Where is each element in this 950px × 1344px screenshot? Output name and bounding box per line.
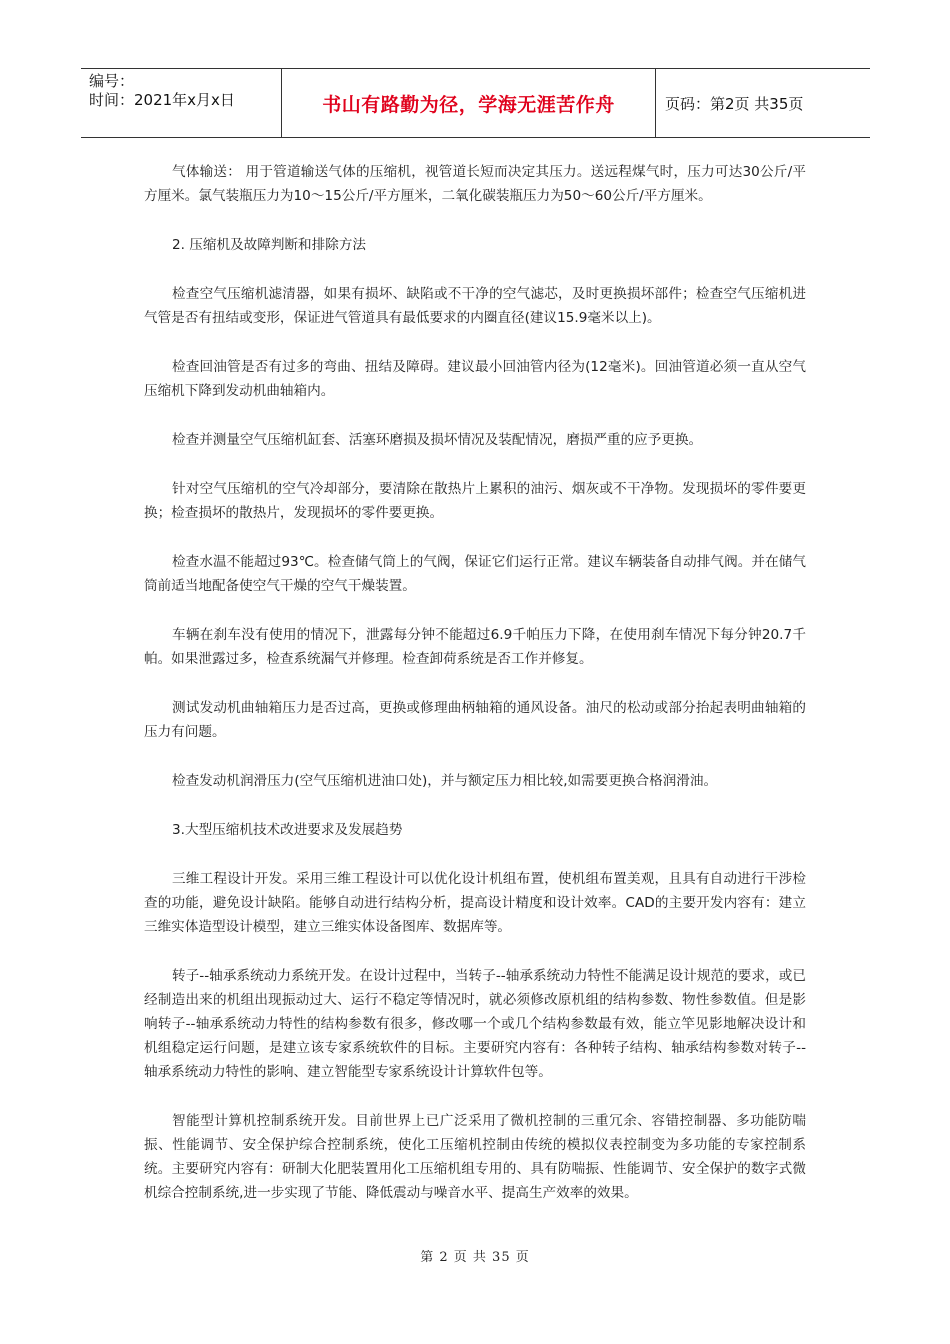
paragraph: 三维工程设计开发。采用三维工程设计可以优化设计机组布置，使机组布置美观，且具有自动进行干涉检查的功能，避免设计缺陷。能够自动进行结构分析，提高设计精度和设计效率。CAD的主要开发内容有：建立三维实体造型设计模型，建立三维实体设备图库、数据库等。 [144,871,806,935]
section-heading-2: 2. 压缩机及故障判断和排除方法 [172,237,367,253]
paragraph: 检查发动机润滑压力(空气压缩机进油口处)，并与额定压力相比较,如需要更换合格润滑油。 [172,773,718,789]
section-heading-3: 3.大型压缩机技术改进要求及发展趋势 [172,822,403,838]
paragraph: 检查空气压缩机滤清器，如果有损坏、缺陷或不干净的空气滤芯，及时更换损坏部件；检查空气压缩机进气管是否有扭结或变形，保证进气管道具有最低要求的内圈直径(建议15.9毫米以上)。 [144,286,806,326]
header-meta [81,69,282,137]
header-table [81,68,870,138]
page-footer: 第 2 页 共 35 页 [420,1250,530,1265]
paragraph: 车辆在刹车没有使用的情况下，泄露每分钟不能超过6.9千帕压力下降，在使用刹车情况下每分钟20.7千帕。如果泄露过多，检查系统漏气并修理。检查卸荷系统是否工作并修复。 [144,627,806,667]
document-number-label: 编号： [89,72,135,90]
paragraph: 针对空气压缩机的空气冷却部分，要清除在散热片上累积的油污、烟灰或不干净物。发现损坏的零件要更换；检查损坏的散热片，发现损坏的零件要更换。 [144,481,806,521]
paragraph: 测试发动机曲轴箱压力是否过高，更换或修理曲柄轴箱的通风设备。油尺的松动或部分抬起表明曲轴箱的压力有问题。 [144,700,806,740]
paragraph: 智能型计算机控制系统开发。目前世界上已广泛采用了微机控制的三重冗余、容错控制器、多功能防喘振、性能调节、安全保护综合控制系统，使化工压缩机控制由传统的模拟仪表控制变为多功能的专家控制系统。主要研究内容有：研制大化肥装置用化工压缩机组专用的、具有防喘振、性能调节、安全保护的数字式微机综合控制系统,进一步实现了节能、降低震动与噪音水平、提高生产效率的效果。 [144,1113,806,1201]
paragraph-gas-transport: 气体输送： 用于管道输送气体的压缩机，视管道长短而决定其压力。送远程煤气时，压力可达30公斤/平方厘米。氯气装瓶压力为10～15公斤/平方厘米，二氧化碳装瓶压力为50～60公斤/平方厘米。 [144,164,806,204]
paragraph: 检查回油管是否有过多的弯曲、扭结及障碍。建议最小回油管内径为(12毫米)。回油管道必须一直从空气压缩机下降到发动机曲轴箱内。 [144,359,806,399]
paragraph: 检查并测量空气压缩机缸套、活塞环磨损及损坏情况及装配情况，磨损严重的应予更换。 [172,432,703,448]
document-time-label: 时间：2021年x月x日 [89,91,235,109]
header-page-label: 页码：第2页 共35页 [665,94,804,113]
document-body [144,160,806,1230]
paragraph: 转子--轴承系统动力系统开发。在设计过程中，当转子--轴承系统动力特性不能满足设计规范的要求，或已经制造出来的机组出现振动过大、运行不稳定等情况时，就必须修改原机组的结构参数、物性参数值。但是影响转子--轴承系统动力特性的结构参数有很多，修改哪一个或几个结构参数最有效，能立竿见影地解决设计和机组稳定运行问题，是建立该专家系统软件的目标。主要研究内容有：各种转子结构、轴承结构参数对转子--轴承系统动力特性的影响、建立智能型专家系统设计计算软件包等。 [144,968,806,1080]
header-motto: 书山有路勤为径，学海无涯苦作舟 [282,69,656,137]
paragraph: 检查水温不能超过93℃。检查储气筒上的气阀，保证它们运行正常。建议车辆装备自动排气阀。并在储气筒前适当地配备使空气干燥的空气干燥装置。 [144,554,806,594]
